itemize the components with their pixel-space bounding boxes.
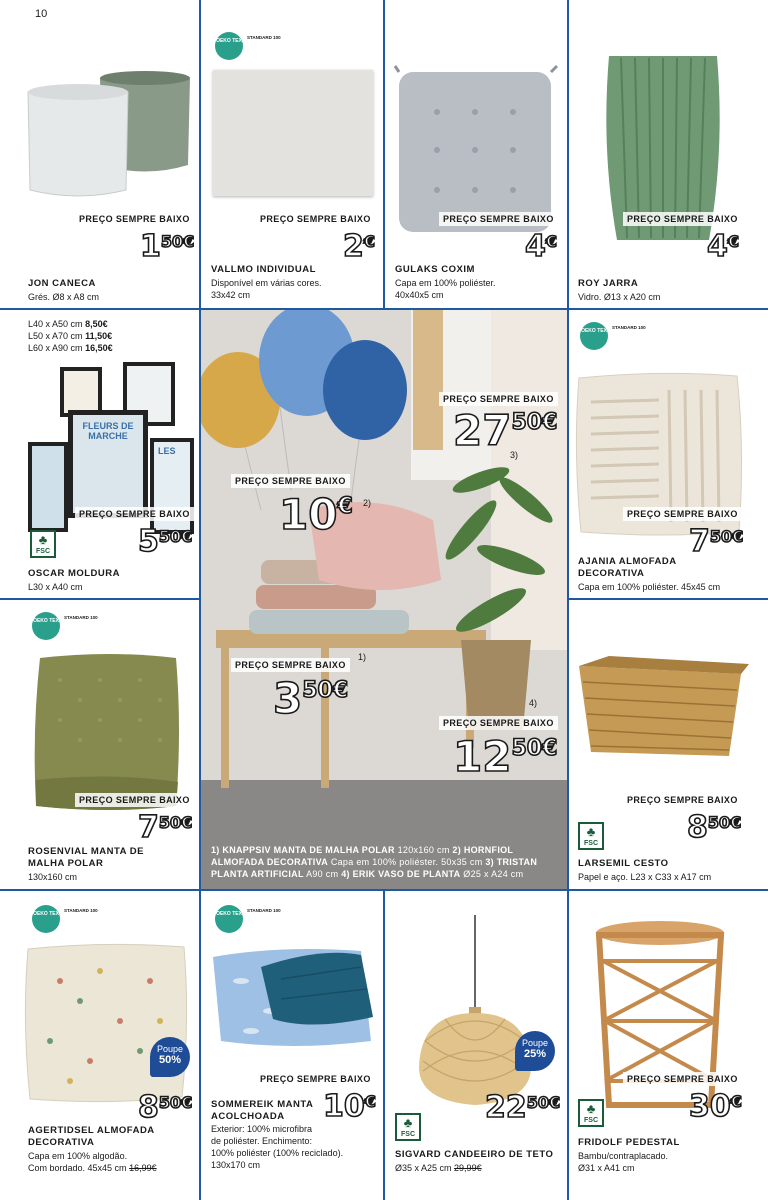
price-tag: PREÇO SEMPRE BAIXO: [256, 212, 375, 226]
price-tag: PREÇO SEMPRE BAIXO: [623, 212, 742, 226]
price: 10€: [323, 1089, 376, 1124]
price-tag: PREÇO SEMPRE BAIXO: [623, 1072, 742, 1086]
product-description: Capa em 100% poliéster. 45x45 cm: [578, 582, 721, 592]
price-tag: PREÇO SEMPRE BAIXO: [623, 793, 742, 807]
product-description: Com bordado. 45x45 cm 16,99€: [28, 1163, 157, 1173]
product-description: de poliéster. Enchimento:: [211, 1136, 313, 1146]
oeko-tex-logo: OEKO TEX: [215, 32, 243, 60]
old-price: 29,99€: [454, 1163, 482, 1173]
product-name: AJANIA ALMOFADA: [578, 556, 677, 567]
product-description: Grés. Ø8 x A8 cm: [28, 292, 100, 302]
frame: [68, 410, 148, 518]
cushion-image: [569, 310, 768, 540]
size-option: L50 x A70 cm 11,50€: [28, 331, 113, 341]
marker: 3): [510, 450, 519, 460]
price: 850€: [138, 1090, 193, 1125]
price-tag: PREÇO SEMPRE BAIXO: [439, 392, 558, 406]
product-name: SIGVARD CANDEEIRO DE TETO: [395, 1149, 554, 1160]
discount-badge: Poupe 50%: [150, 1037, 190, 1077]
frame-print-text: FLEURS DE MARCHE: [82, 421, 134, 441]
marker: 1): [358, 652, 367, 662]
product-vallmo[interactable]: [201, 0, 383, 308]
blanket-image: [0, 600, 199, 820]
marker: 4): [529, 698, 538, 708]
price: 30€: [689, 1089, 742, 1124]
product-name: JON CANECA: [28, 278, 96, 289]
product-name: VALLMO INDIVIDUAL: [211, 264, 316, 275]
oeko-tex-standard: STANDARD 100: [612, 325, 646, 330]
old-price: 16,99€: [129, 1163, 157, 1173]
product-description: Papel e aço. L23 x C33 x A17 cm: [578, 872, 712, 882]
frame-print-text: LES: [158, 446, 176, 456]
lifestyle-photo: [201, 310, 567, 889]
product-description: Ø35 x A25 cm 29,99€: [395, 1163, 482, 1173]
price-tag: PREÇO SEMPRE BAIXO: [231, 658, 350, 672]
price: 4€: [525, 229, 558, 264]
price-tag: PREÇO SEMPRE BAIXO: [231, 474, 350, 488]
price: 2€: [343, 229, 376, 264]
marker: 2): [363, 498, 372, 508]
product-description: Exterior: 100% microfibra: [211, 1124, 313, 1134]
mugs-image: [0, 0, 199, 210]
product-name: DECORATIVA: [578, 568, 645, 579]
stool-image: [569, 891, 768, 1124]
cushion-image: [0, 891, 199, 1111]
product-description: 130x160 cm: [28, 872, 78, 882]
discount-badge: Poupe 25%: [515, 1031, 555, 1071]
product-larsemil[interactable]: [569, 600, 768, 889]
oeko-tex-logo: OEKO TEX: [32, 612, 60, 640]
price-tag: PREÇO SEMPRE BAIXO: [75, 793, 194, 807]
price-tag: PREÇO SEMPRE BAIXO: [439, 716, 558, 730]
price: 150€: [140, 229, 195, 264]
product-agertidsel[interactable]: [0, 891, 199, 1200]
price-tag: PREÇO SEMPRE BAIXO: [75, 507, 194, 521]
price: 550€: [138, 524, 193, 559]
product-description: L30 x A40 cm: [28, 582, 83, 592]
price: 2750€: [453, 406, 558, 455]
price: 1250€: [453, 732, 558, 781]
product-size: 33x42 cm: [211, 290, 251, 300]
oeko-tex-logo: OEKO TEX: [32, 905, 60, 933]
product-roy[interactable]: [569, 0, 768, 308]
oeko-tex-standard: STANDARD 100: [64, 615, 98, 620]
oeko-tex-standard: STANDARD 100: [247, 908, 281, 913]
price: 850€: [687, 810, 742, 845]
product-size: 40x40x5 cm: [395, 290, 444, 300]
fsc-logo: ♣ FSC: [395, 1113, 421, 1141]
product-size: Ø31 x A41 cm: [578, 1163, 635, 1173]
price-tag: PREÇO SEMPRE BAIXO: [623, 507, 742, 521]
product-jon-caneca[interactable]: [0, 0, 199, 308]
product-name: GULAKS COXIM: [395, 264, 475, 275]
product-fridolf[interactable]: [569, 891, 768, 1200]
cushion-image: [385, 0, 567, 240]
lamp-image: [385, 891, 567, 1125]
price: 10€: [279, 490, 353, 539]
product-name: ROSENVIAL MANTA DE: [28, 846, 144, 857]
size-option: L40 x A50 cm 8,50€: [28, 319, 108, 329]
product-sigvard[interactable]: [385, 891, 567, 1200]
product-gulaks[interactable]: [385, 0, 567, 308]
oeko-tex-logo: OEKO TEX: [215, 905, 243, 933]
product-rosenvial[interactable]: [0, 600, 199, 889]
product-description: Bambu/contraplacado.: [578, 1151, 669, 1161]
price: 4€: [707, 229, 740, 264]
price-tag: PREÇO SEMPRE BAIXO: [439, 212, 558, 226]
product-name: MALHA POLAR: [28, 858, 104, 869]
price: 2250€: [485, 1090, 561, 1125]
product-ajania[interactable]: [569, 310, 768, 598]
price: 750€: [138, 810, 193, 845]
oeko-tex-standard: STANDARD 100: [247, 35, 281, 40]
basket-image: [569, 600, 768, 770]
fsc-logo: ♣ FSC: [30, 530, 56, 558]
product-name: SOMMEREIK MANTA: [211, 1099, 314, 1110]
price-tag: PREÇO SEMPRE BAIXO: [75, 212, 194, 226]
price-tag: PREÇO SEMPRE BAIXO: [256, 1072, 375, 1086]
price: 750€: [689, 524, 744, 559]
product-oscar[interactable]: [0, 310, 199, 598]
frame: [28, 442, 68, 532]
product-description: Capa em 100% algodão.: [28, 1151, 128, 1161]
oeko-tex-logo: OEKO TEX: [580, 322, 608, 350]
oeko-tex-standard: STANDARD 100: [64, 908, 98, 913]
product-sommereik[interactable]: [201, 891, 383, 1200]
product-name: AGERTIDSEL ALMOFADA: [28, 1125, 155, 1136]
product-description: 100% poliéster (100% reciclado).: [211, 1148, 344, 1158]
product-size: 130x170 cm: [211, 1160, 261, 1170]
fsc-logo: ♣ FSC: [578, 1099, 604, 1127]
page-number: 10: [35, 8, 48, 20]
product-name: ROY JARRA: [578, 278, 639, 289]
product-description: Capa em 100% poliéster.: [395, 278, 496, 288]
product-name: OSCAR MOLDURA: [28, 568, 120, 579]
product-name: ACOLCHOADA: [211, 1111, 285, 1122]
product-name: DECORATIVA: [28, 1137, 95, 1148]
quilt-image: [201, 891, 383, 1061]
placemat-image: [213, 70, 373, 196]
product-name: FRIDOLF PEDESTAL: [578, 1137, 680, 1148]
product-name: LARSEMIL CESTO: [578, 858, 669, 869]
photo-caption: 1) KNAPPSIV MANTA DE MALHA POLAR 120x160 cm 2) HORNFIOL ALMOFADA DECORATIVA Capa em 100% poliéster. 50x35 cm 3) TRISTAN PLANTA ARTIFICIAL A90 cm 4) ERIK VASO DE PLANTA Ø25 x A24 cm: [211, 845, 538, 879]
fsc-logo: ♣ FSC: [578, 822, 604, 850]
product-description: Disponível em várias cores.: [211, 278, 322, 288]
product-description: Vidro. Ø13 x A20 cm: [578, 292, 661, 302]
price: 350€: [273, 674, 349, 723]
size-option: L60 x A90 cm 16,50€: [28, 343, 113, 353]
